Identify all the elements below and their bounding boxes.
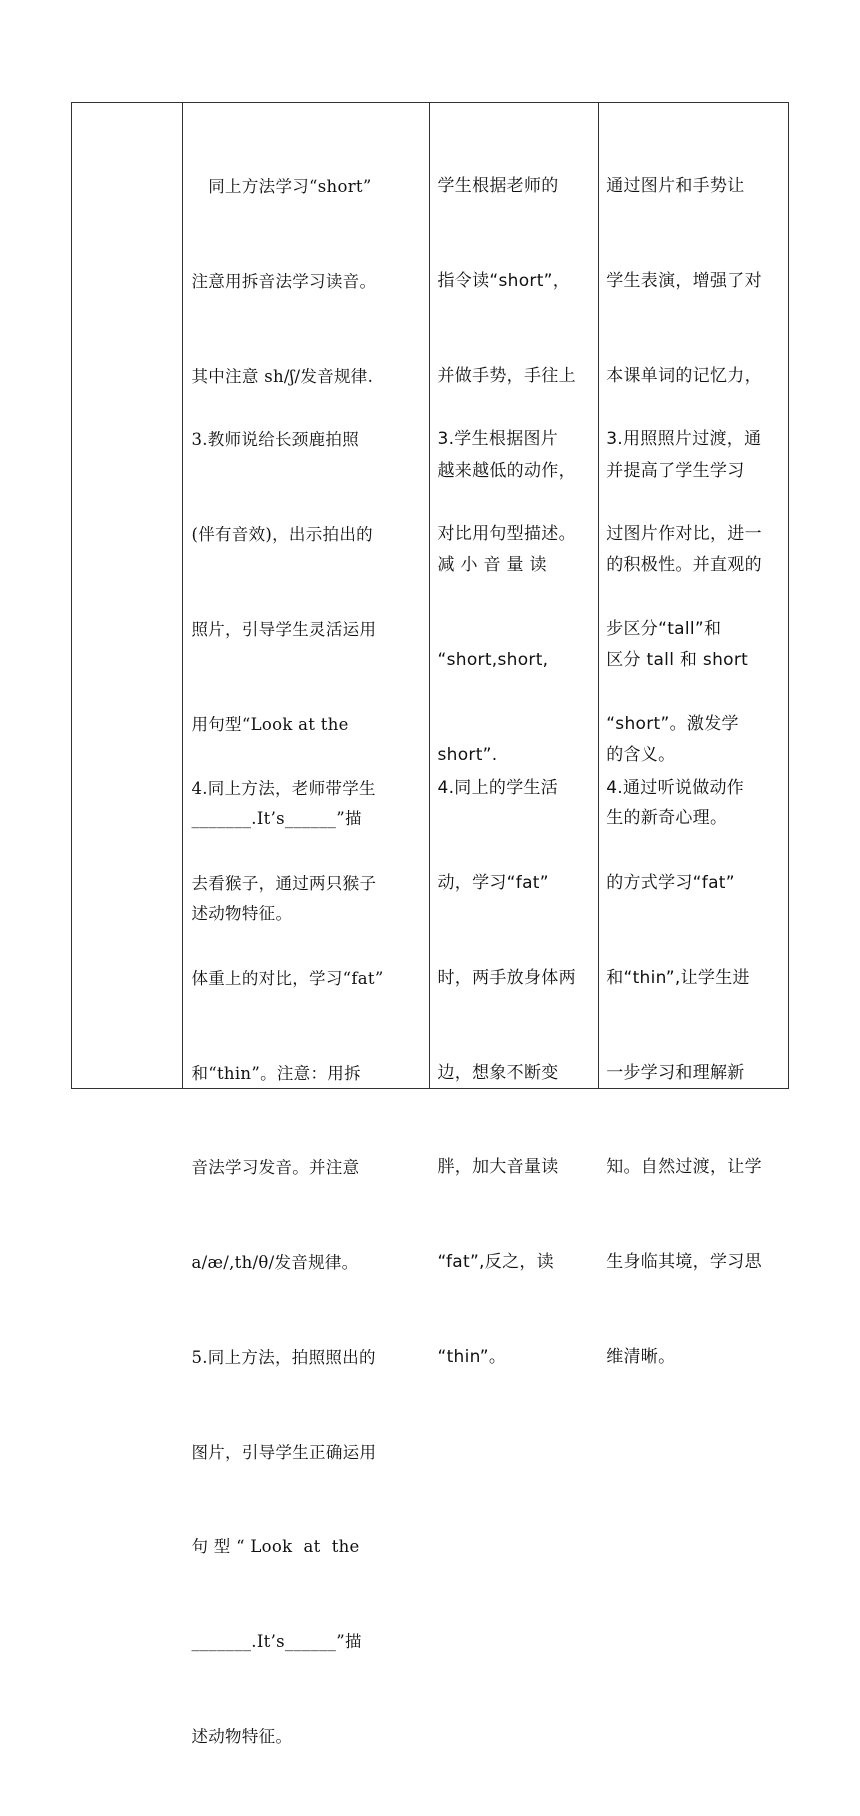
text-line: 知。自然过渡，让学 bbox=[606, 1157, 762, 1178]
text-line: 4.同上方法，老师带学生 bbox=[191, 779, 376, 799]
text-line: 照片，引导学生灵活运用 bbox=[191, 619, 377, 639]
text-line: 和“thin”,让学生进 bbox=[606, 967, 750, 988]
text-line: “short”。激发学 bbox=[606, 713, 739, 734]
text-line: 胖，加大音量读 bbox=[437, 1157, 559, 1178]
table-row bbox=[72, 103, 789, 1089]
text-line: 的方式学习“fat” bbox=[606, 872, 735, 893]
text-line: “fat”,反之，读 bbox=[437, 1252, 554, 1273]
design-intent-block-3 bbox=[606, 710, 782, 1437]
text-line: 步区分“tall”和 bbox=[606, 618, 722, 639]
text-line: 述动物特征。 bbox=[191, 1727, 293, 1746]
text-line: 指令读“short”， bbox=[437, 270, 571, 291]
text-line: 时，两手放身体两 bbox=[437, 967, 576, 988]
text-line: 注意用拆音法学习读音。 bbox=[191, 271, 377, 291]
text-line: 区分 tall 和 short bbox=[606, 650, 749, 671]
text-line: 并做手势，手往上 bbox=[437, 365, 576, 386]
teacher-activity-block-3 bbox=[191, 710, 423, 1816]
text-line: 越来越低的动作， bbox=[437, 460, 576, 481]
text-line: “thin”。 bbox=[437, 1346, 507, 1367]
text-line: 过图片作对比，进一 bbox=[606, 523, 762, 544]
text-line: 句 型 “ Look at the bbox=[191, 1537, 360, 1557]
text-line: 其中注意 sh/ʃ/发音规律. bbox=[191, 366, 374, 386]
text-line: 减 小 音 量 读 bbox=[437, 555, 547, 576]
text-line: 动，学习“fat” bbox=[437, 872, 549, 893]
text-line: 并提高了学生学习 bbox=[606, 460, 745, 481]
text-line: 学生根据老师的 bbox=[437, 176, 559, 197]
text-line: 的积极性。并直观的 bbox=[606, 555, 762, 576]
student-activity-block-3 bbox=[437, 710, 593, 1437]
text-line: 5.同上方法，拍照照出的 bbox=[191, 1347, 376, 1367]
text-line: 生的新奇心理。 bbox=[606, 808, 728, 829]
text-line: 的含义。 bbox=[606, 744, 676, 765]
student-activity-block-2 bbox=[437, 361, 593, 614]
text-line: (伴有音效)，出示拍出的 bbox=[191, 524, 373, 544]
text-line: short”. bbox=[437, 744, 498, 765]
text-line: 维清晰。 bbox=[606, 1346, 676, 1367]
text-line: 用句型“Look at the bbox=[191, 714, 349, 734]
stage-cell bbox=[72, 103, 183, 1089]
text-line: 4.同上的学生活 bbox=[437, 778, 559, 799]
text-line: _______.It’s______”描 bbox=[191, 809, 362, 829]
text-line: 3.教师说给长颈鹿拍照 bbox=[191, 430, 359, 450]
design-intent-cell bbox=[599, 103, 789, 1367]
text-line: 边，想象不断变 bbox=[437, 1062, 559, 1083]
text-line: 述动物特征。 bbox=[191, 904, 293, 924]
text-line: 同上方法学习“short” bbox=[191, 177, 372, 197]
text-line: a/æ/,th/θ/发音规律。 bbox=[191, 1253, 359, 1273]
text-line: 去看猴子，通过两只猴子 bbox=[191, 873, 377, 893]
text-line: 音法学习发音。并注意 bbox=[191, 1158, 360, 1178]
text-line: 对比用句型描述。 bbox=[437, 523, 576, 544]
text-line: 体重上的对比，学习“fat” bbox=[191, 968, 384, 988]
text-line: “short,short, bbox=[437, 650, 549, 671]
text-line: 通过图片和手势让 bbox=[606, 176, 745, 197]
text-line: 一步学习和理解新 bbox=[606, 1062, 745, 1083]
text-line: 3.学生根据图片 bbox=[437, 429, 559, 450]
text-line: 3.用照照片过渡，通 bbox=[606, 429, 762, 450]
lesson-plan-table bbox=[71, 102, 789, 1746]
text-line: 生身临其境，学习思 bbox=[606, 1252, 762, 1273]
text-line: 和“thin”。注意：用拆 bbox=[191, 1063, 361, 1083]
text-line: 本课单词的记忆力， bbox=[606, 365, 762, 386]
teacher-activity-cell bbox=[183, 103, 430, 1746]
text-line: 学生表演，增强了对 bbox=[606, 270, 762, 291]
text-line: 4.通过听说做动作 bbox=[606, 778, 745, 799]
text-line: 图片，引导学生正确运用 bbox=[191, 1442, 377, 1462]
student-activity-cell bbox=[430, 103, 599, 1367]
text-line: _______.It’s______”描 bbox=[191, 1632, 362, 1652]
